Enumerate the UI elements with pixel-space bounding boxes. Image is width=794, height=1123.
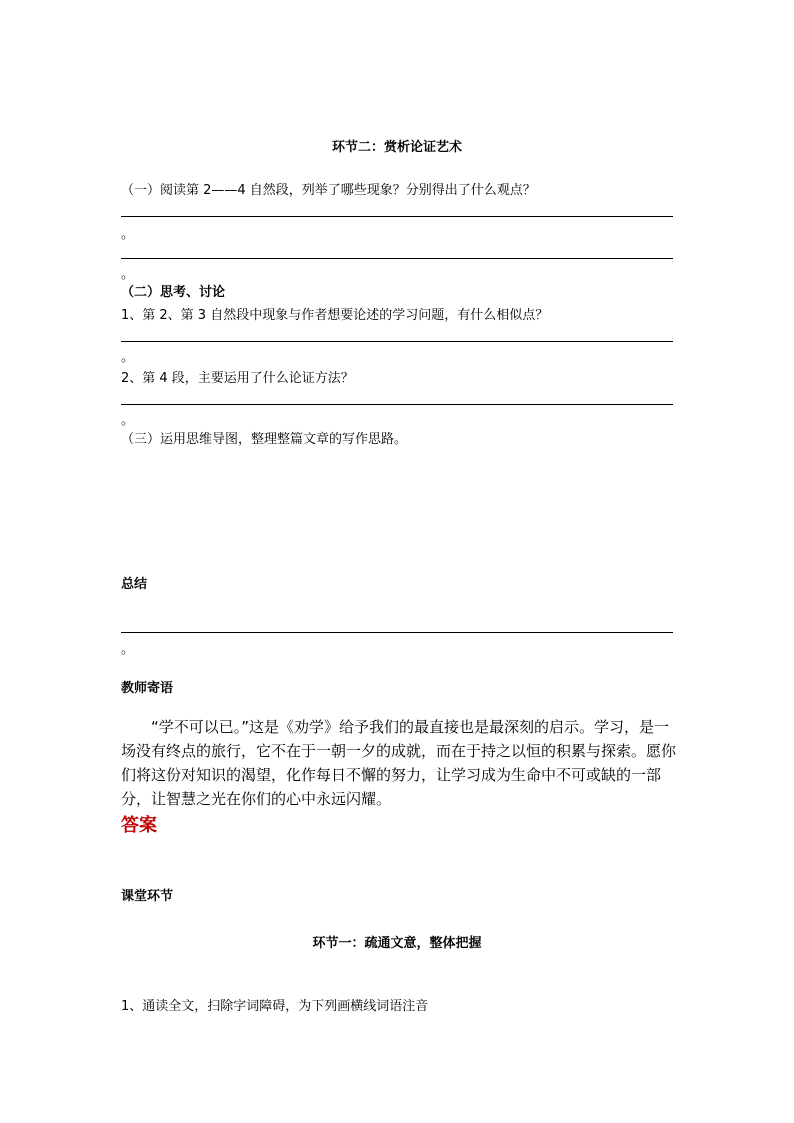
question-two-item-1: 1、第 2、第 3 自然段中现象与作者想要论述的学习问题，有什么相似点？ bbox=[121, 308, 549, 323]
answer-line bbox=[121, 404, 673, 405]
teacher-message: “学不可以已。”这是《劝学》给予我们的最直接也是最深刻的启示。学习，是一场没有终点的旅行，它不在于一朝一夕的成就，而在于持之以恒的积累与探索。愿你们将这份对知识的渴望，化作每日不懈的努力，让学习成为生命中不可或缺的一部分，让智慧之光在你们的心中永远闪耀。 bbox=[121, 718, 677, 808]
section1-item-1: 1、通读全文，扫除字词障碍，为下列画横线词语注音 bbox=[121, 999, 429, 1014]
class-section-label: 课堂环节 bbox=[121, 889, 174, 904]
line-end-period: 。 bbox=[121, 267, 135, 282]
question-two-heading: （二）思考、讨论 bbox=[121, 285, 226, 300]
summary-label: 总结 bbox=[121, 577, 148, 592]
line-end-period: 。 bbox=[121, 642, 135, 657]
answer-heading: 答案 bbox=[121, 815, 157, 836]
answer-line bbox=[121, 216, 673, 217]
answer-line bbox=[121, 341, 673, 342]
answer-line bbox=[121, 258, 673, 259]
teacher-message-label: 教师寄语 bbox=[121, 681, 174, 696]
line-end-period: 。 bbox=[121, 350, 135, 365]
question-three: （三）运用思维导图，整理整篇文章的写作思路。 bbox=[121, 432, 408, 447]
line-end-period: 。 bbox=[121, 413, 135, 428]
section2-title: 环节二：赏析论证艺术 bbox=[331, 140, 462, 155]
question-two-item-2: 2、第 4 段，主要运用了什么论证方法？ bbox=[121, 371, 354, 386]
line-end-period: 。 bbox=[121, 227, 135, 242]
section1-title: 环节一：疏通文意，整体把握 bbox=[312, 936, 482, 951]
question-one: （一）阅读第 2——4 自然段，列举了哪些现象？分别得出了什么观点？ bbox=[121, 183, 536, 198]
answer-line bbox=[121, 632, 673, 633]
